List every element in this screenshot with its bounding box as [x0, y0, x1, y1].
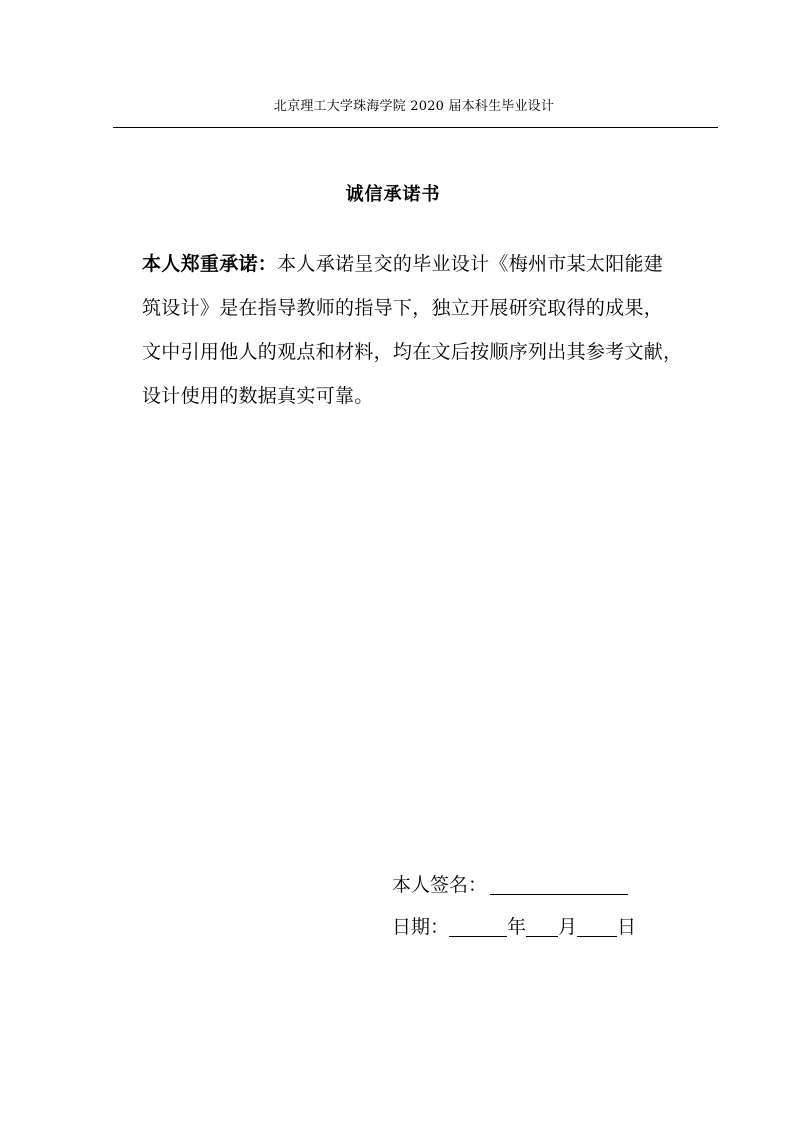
- year-blank[interactable]: [449, 917, 507, 937]
- month-blank[interactable]: [526, 917, 558, 937]
- month-label: 月: [558, 916, 578, 938]
- pledge-line-1: [142, 242, 702, 286]
- pledge-line-4: 设计使用的数据真实可靠。: [142, 385, 374, 407]
- signature-blank[interactable]: [490, 875, 628, 895]
- signature-row: [392, 870, 628, 897]
- pledge-paragraph: [142, 242, 702, 418]
- pledge-line-1-text: 本人承诺呈交的毕业设计《梅州市某太阳能建: [277, 253, 664, 275]
- pledge-line-2: 筑设计》是在指导教师的指导下，独立开展研究取得的成果，: [142, 297, 664, 319]
- date-label: 日期：: [392, 916, 450, 938]
- pledge-line-3: 文中引用他人的观点和材料，均在文后按顺序列出其参考文献，: [142, 341, 683, 363]
- header-divider: [113, 127, 718, 128]
- day-blank[interactable]: [577, 917, 617, 937]
- pledge-lead: 本人郑重承诺：: [142, 253, 278, 275]
- document-title: 诚信承诺书: [345, 184, 441, 205]
- day-label: 日: [617, 916, 637, 938]
- date-row: [392, 912, 636, 939]
- header-text: 北京理工大学珠海学院 2020 届本科生毕业设计: [273, 99, 555, 114]
- signature-label: 本人签名：: [392, 874, 488, 896]
- year-label: 年: [507, 916, 527, 938]
